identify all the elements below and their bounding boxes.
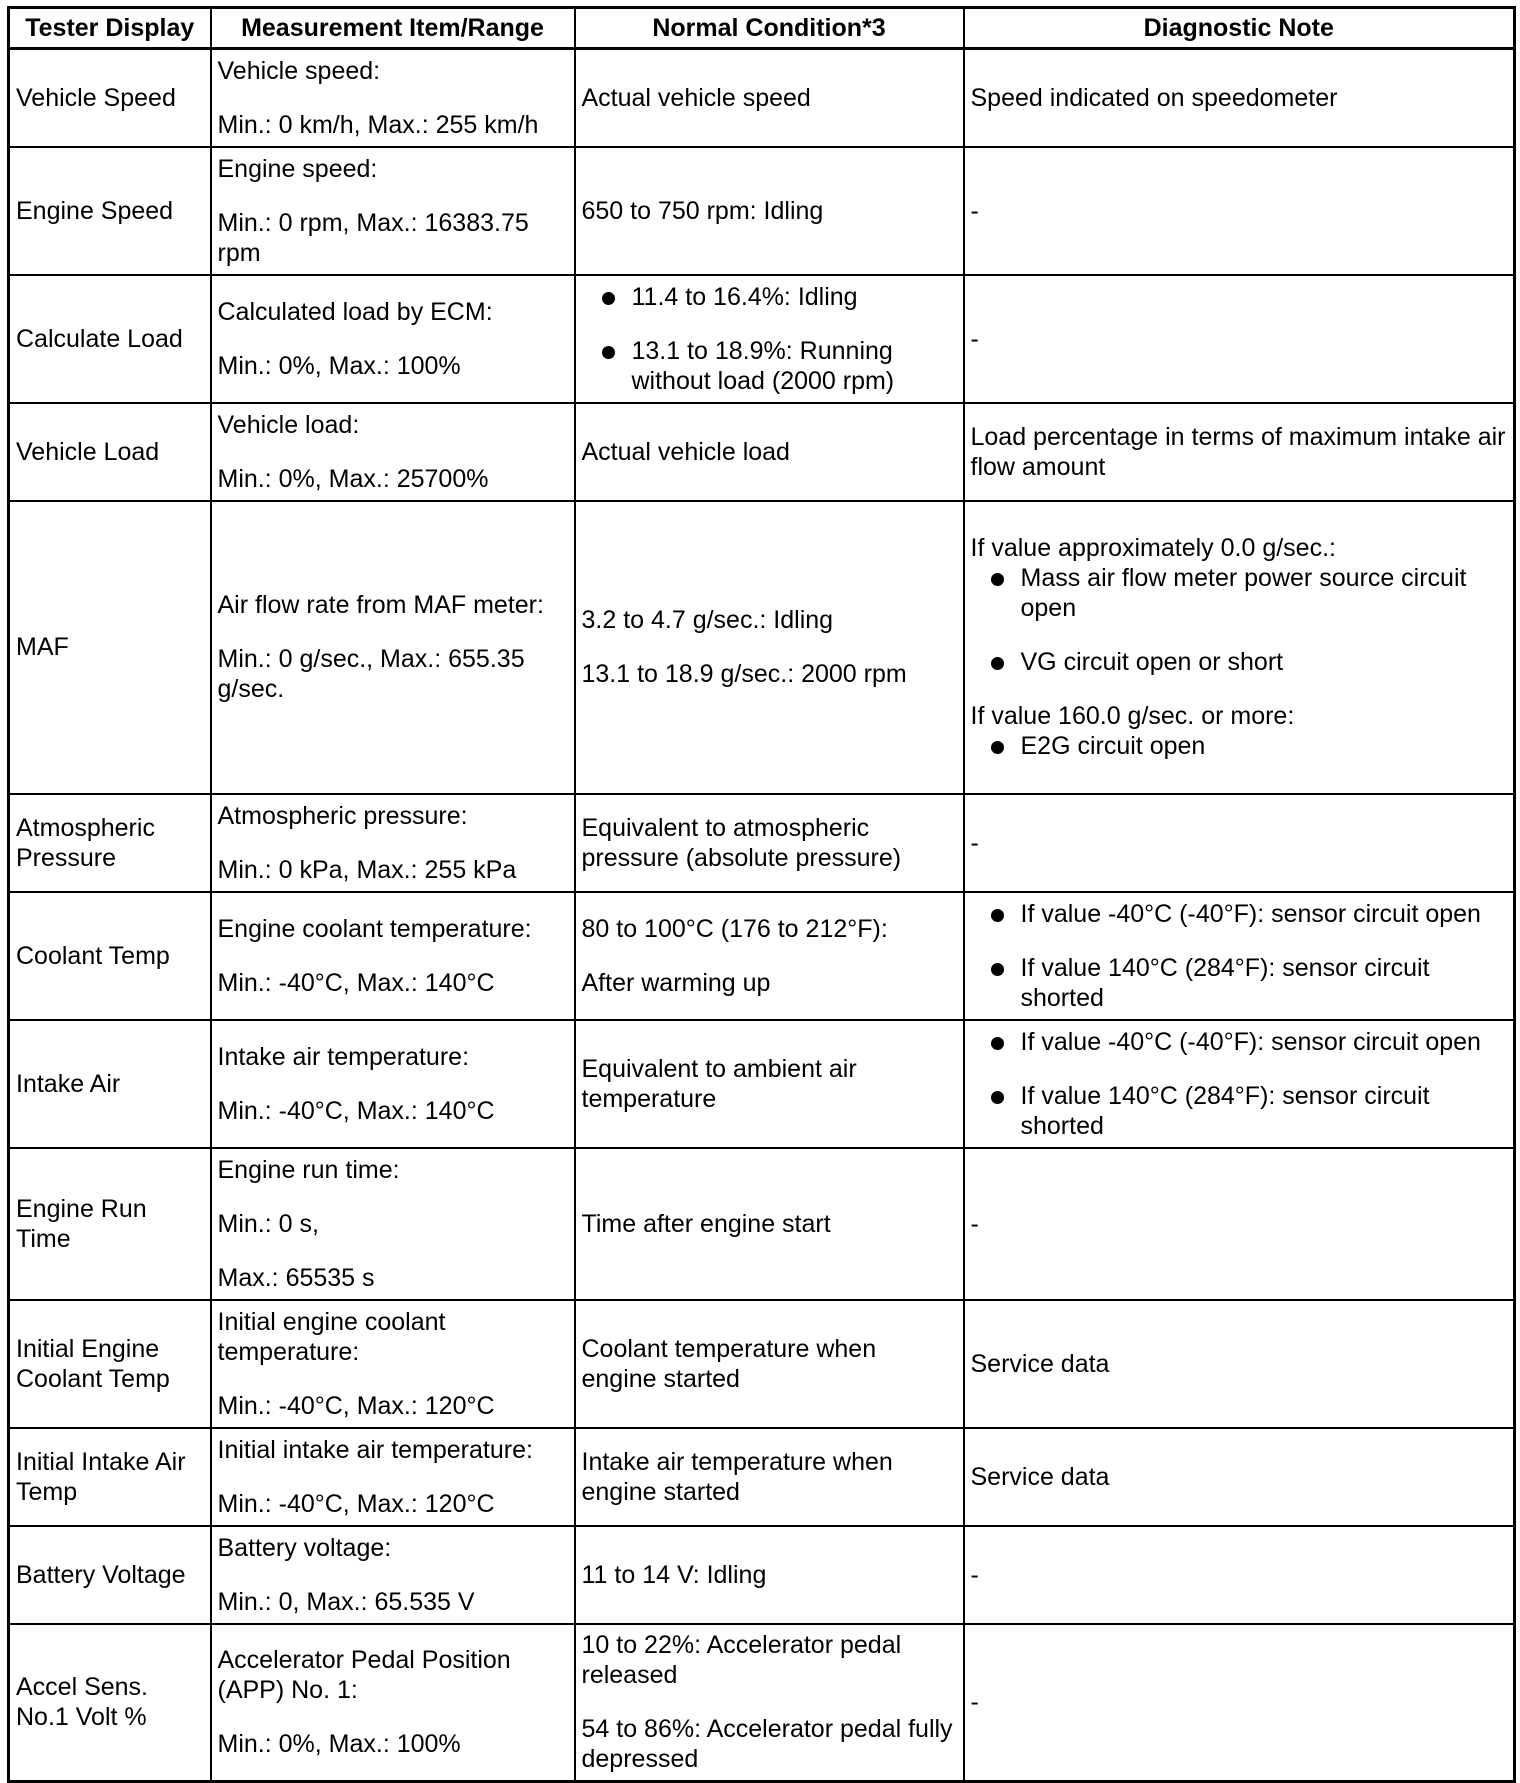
table-row xyxy=(9,1300,1515,1428)
tester-display-cell: Coolant Temp xyxy=(9,892,211,1020)
list-item: 13.1 to 18.9%: Running without load (2000 rpm) xyxy=(582,336,957,396)
tester-display-cell: Atmospheric Pressure xyxy=(9,794,211,892)
table-row xyxy=(9,49,1515,147)
tester-display-cell: Accel Sens. No.1 Volt % xyxy=(9,1624,211,1782)
diagnostic-note-cell: Service data xyxy=(964,1428,1515,1526)
measurement-text: Battery voltage: xyxy=(217,1533,392,1562)
diagnostic-note-cell: Load percentage in terms of maximum intake air flow amount xyxy=(964,403,1515,501)
diagnostic-note-cell: - xyxy=(964,1526,1515,1624)
table-row xyxy=(9,501,1515,794)
measurement-cell xyxy=(211,1624,575,1782)
tester-display-cell: MAF xyxy=(9,501,211,794)
measurement-range: Min.: 0, Max.: 65.535 V xyxy=(217,1587,475,1616)
measurement-cell xyxy=(211,892,575,1020)
normal-condition-cell: Equivalent to atmospheric pressure (absolute pressure) xyxy=(575,794,964,892)
measurement-text: Initial engine coolant temperature: xyxy=(217,1307,446,1366)
list-item: Mass air flow meter power source circuit open xyxy=(971,563,1508,623)
header-diagnostic-note: Diagnostic Note xyxy=(964,8,1515,49)
measurement-cell xyxy=(211,403,575,501)
measurement-range: Min.: 0%, Max.: 100% xyxy=(217,351,461,380)
diagnostic-note-cell xyxy=(964,501,1515,794)
measurement-text: Initial intake air temperature: xyxy=(217,1435,533,1464)
diagnostic-note-list xyxy=(971,563,1508,677)
diagnostic-note-cell: - xyxy=(964,147,1515,275)
measurement-text: Intake air temperature: xyxy=(217,1042,470,1071)
measurement-text: Atmospheric pressure: xyxy=(217,801,468,830)
table-row xyxy=(9,1148,1515,1300)
table-row xyxy=(9,1526,1515,1624)
measurement-text: Vehicle speed: xyxy=(217,56,381,85)
measurement-range: Min.: 0 g/sec., Max.: 655.35 g/sec. xyxy=(217,645,525,703)
diagnostic-note-cell: - xyxy=(964,1624,1515,1782)
measurement-cell xyxy=(211,1526,575,1624)
tester-display-cell: Engine Run Time xyxy=(9,1148,211,1300)
measurement-cell xyxy=(211,1020,575,1148)
list-item: VG circuit open or short xyxy=(971,647,1508,677)
diagnostic-note-cell: - xyxy=(964,275,1515,403)
normal-condition-cell xyxy=(575,275,964,403)
tester-display-cell: Vehicle Load xyxy=(9,403,211,501)
measurement-range: Max.: 65535 s xyxy=(217,1263,375,1292)
table-row xyxy=(9,1428,1515,1526)
measurement-range: Min.: 0%, Max.: 100% xyxy=(217,1730,461,1759)
measurement-range: Min.: 0 rpm, Max.: 16383.75 rpm xyxy=(217,208,529,267)
tester-display-cell: Engine Speed xyxy=(9,147,211,275)
diagnostic-note-cell xyxy=(964,1020,1515,1148)
measurement-text: Calculated load by ECM: xyxy=(217,297,493,326)
normal-condition-cell: Equivalent to ambient air temperature xyxy=(575,1020,964,1148)
normal-condition-text: 80 to 100°C (176 to 212°F): xyxy=(581,914,888,943)
measurement-cell xyxy=(211,1148,575,1300)
list-item: If value 140°C (284°F): sensor circuit shorted xyxy=(971,953,1508,1013)
measurement-range: Min.: 0 s, xyxy=(217,1209,319,1238)
normal-condition-text: 3.2 to 4.7 g/sec.: Idling xyxy=(581,606,834,634)
measurement-cell xyxy=(211,49,575,147)
normal-condition-cell xyxy=(575,501,964,794)
measurement-range: Min.: -40°C, Max.: 120°C xyxy=(217,1391,495,1420)
measurement-range: Min.: -40°C, Max.: 140°C xyxy=(217,968,495,997)
table-row xyxy=(9,794,1515,892)
table-row xyxy=(9,1624,1515,1782)
tester-display-cell: Intake Air xyxy=(9,1020,211,1148)
normal-condition-text: After warming up xyxy=(581,968,771,997)
table-row xyxy=(9,275,1515,403)
normal-condition-list xyxy=(582,282,957,396)
normal-condition-text: 10 to 22%: Accelerator pedal released xyxy=(581,1631,902,1690)
measurement-cell xyxy=(211,1300,575,1428)
table-row xyxy=(9,892,1515,1020)
normal-condition-text: 13.1 to 18.9 g/sec.: 2000 rpm xyxy=(581,660,907,688)
measurement-range: Min.: 0%, Max.: 25700% xyxy=(217,464,489,493)
tester-display-cell: Battery Voltage xyxy=(9,1526,211,1624)
measurement-text: Accelerator Pedal Position (APP) No. 1: xyxy=(217,1646,511,1705)
normal-condition-cell: Actual vehicle speed xyxy=(575,49,964,147)
list-item: If value -40°C (-40°F): sensor circuit open xyxy=(971,899,1508,929)
diagnostic-note-cell: - xyxy=(964,1148,1515,1300)
diagnostic-note-list xyxy=(971,1027,1508,1141)
measurement-cell xyxy=(211,794,575,892)
list-item: If value -40°C (-40°F): sensor circuit open xyxy=(971,1027,1508,1057)
normal-condition-cell: Time after engine start xyxy=(575,1148,964,1300)
measurement-range: Min.: 0 kPa, Max.: 255 kPa xyxy=(217,855,517,884)
diagnostic-note-cell: Speed indicated on speedometer xyxy=(964,49,1515,147)
measurement-text: Engine speed: xyxy=(217,154,378,183)
header-measurement-item: Measurement Item/Range xyxy=(211,8,575,49)
normal-condition-cell: Intake air temperature when engine started xyxy=(575,1428,964,1526)
normal-condition-cell: Coolant temperature when engine started xyxy=(575,1300,964,1428)
diagnostic-note-text: If value 160.0 g/sec. or more: xyxy=(970,702,1295,730)
diagnostic-note-cell: Service data xyxy=(964,1300,1515,1428)
diagnostic-note-list xyxy=(971,899,1508,1013)
measurement-text: Air flow rate from MAF meter: xyxy=(217,591,544,619)
normal-condition-text: 54 to 86%: Accelerator pedal fully depressed xyxy=(581,1715,953,1774)
diagnostic-note-cell xyxy=(964,892,1515,1020)
normal-condition-cell: Actual vehicle load xyxy=(575,403,964,501)
measurement-cell xyxy=(211,275,575,403)
measurement-range: Min.: -40°C, Max.: 140°C xyxy=(217,1096,495,1125)
tester-display-cell: Vehicle Speed xyxy=(9,49,211,147)
measurement-range: Min.: -40°C, Max.: 120°C xyxy=(217,1489,495,1518)
tester-display-cell: Initial Engine Coolant Temp xyxy=(9,1300,211,1428)
document-page xyxy=(7,6,1513,1776)
table-row xyxy=(9,1020,1515,1148)
normal-condition-cell xyxy=(575,1624,964,1782)
measurement-text: Engine run time: xyxy=(217,1155,400,1184)
list-item: E2G circuit open xyxy=(971,731,1508,761)
measurement-text: Engine coolant temperature: xyxy=(217,914,532,943)
tester-display-cell: Calculate Load xyxy=(9,275,211,403)
data-list-table xyxy=(7,6,1516,1783)
measurement-text: Vehicle load: xyxy=(217,410,360,439)
table-row xyxy=(9,403,1515,501)
diagnostic-note-list xyxy=(971,731,1508,761)
list-item: If value 140°C (284°F): sensor circuit shorted xyxy=(971,1081,1508,1141)
table-header-row xyxy=(9,8,1515,49)
measurement-cell xyxy=(211,147,575,275)
diagnostic-note-cell: - xyxy=(964,794,1515,892)
measurement-cell xyxy=(211,1428,575,1526)
header-normal-condition: Normal Condition*3 xyxy=(575,8,964,49)
diagnostic-note-text: If value approximately 0.0 g/sec.: xyxy=(970,534,1336,562)
normal-condition-cell: 650 to 750 rpm: Idling xyxy=(575,147,964,275)
normal-condition-cell: 11 to 14 V: Idling xyxy=(575,1526,964,1624)
measurement-range: Min.: 0 km/h, Max.: 255 km/h xyxy=(217,110,539,139)
tester-display-cell: Initial Intake Air Temp xyxy=(9,1428,211,1526)
measurement-cell xyxy=(211,501,575,794)
list-item: 11.4 to 16.4%: Idling xyxy=(582,282,957,312)
table-row xyxy=(9,147,1515,275)
header-tester-display: Tester Display xyxy=(9,8,211,49)
normal-condition-cell xyxy=(575,892,964,1020)
